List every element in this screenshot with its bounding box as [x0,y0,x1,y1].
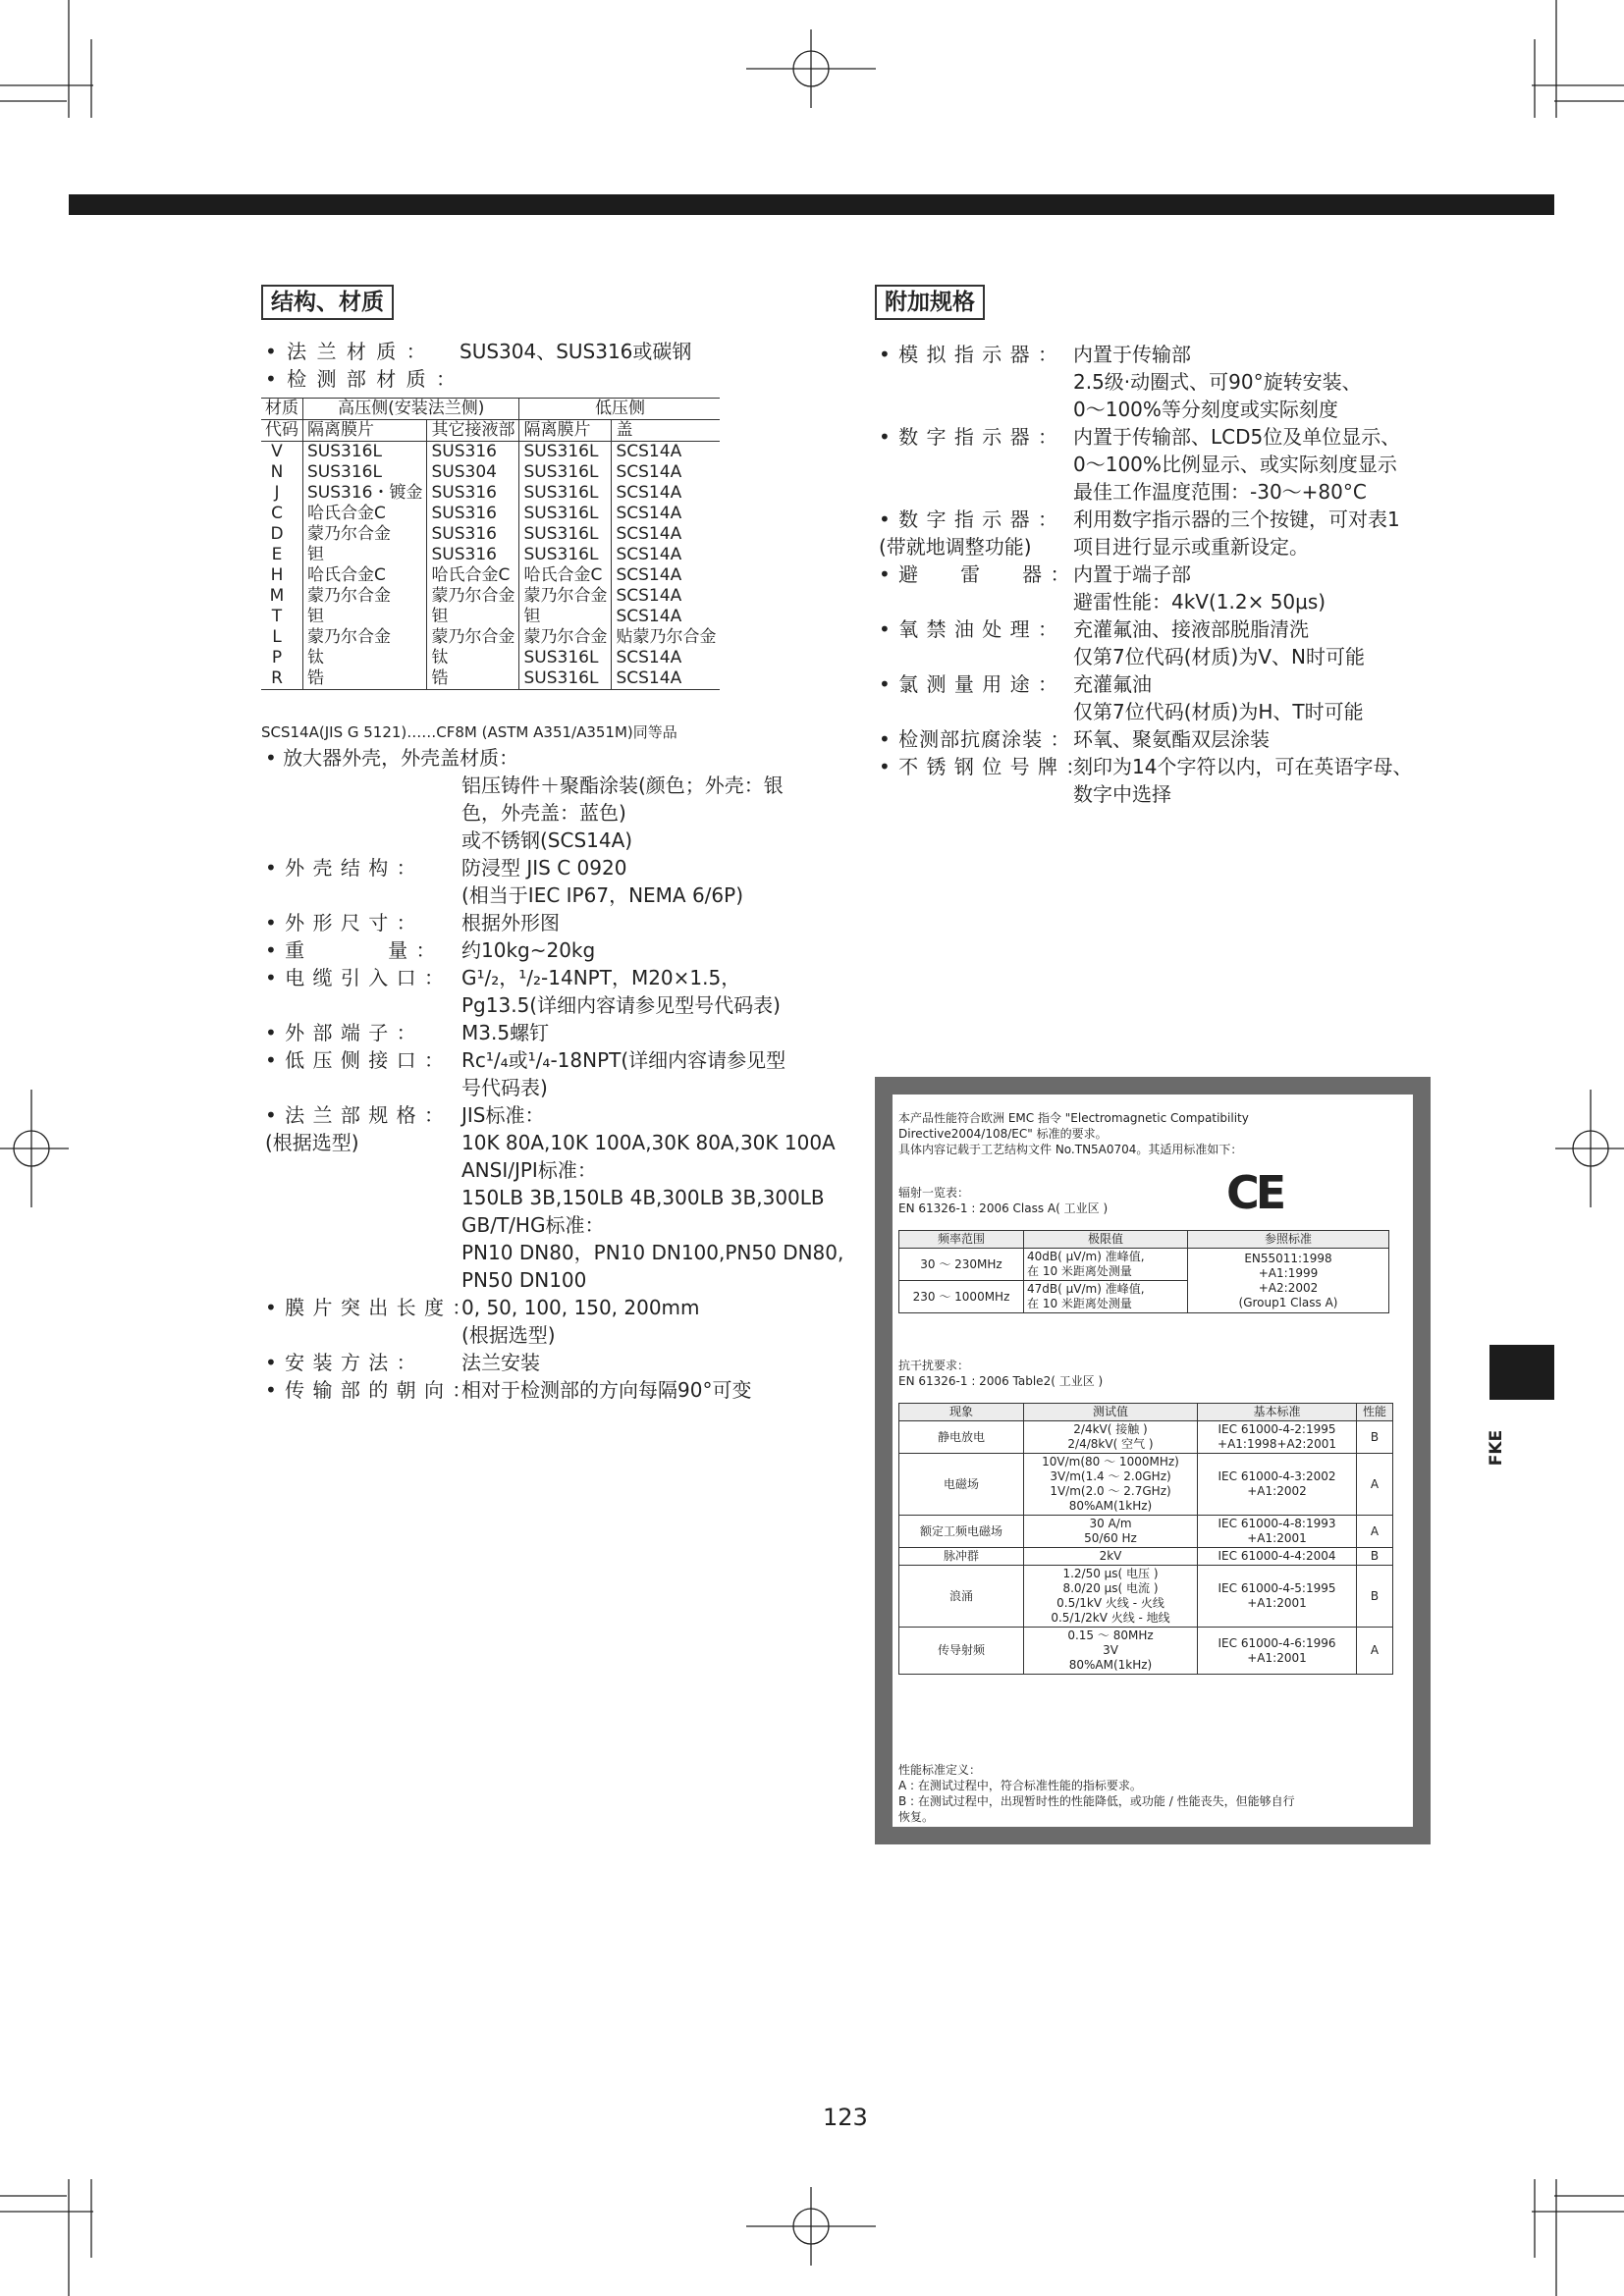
table-cell: R [261,668,303,690]
spec-value [461,1019,835,1046]
spec-item [879,615,1448,670]
table-cell: SCS14A [616,483,682,503]
immunity-performance: B [1357,1548,1393,1566]
table-cell: SCS14A [616,565,682,585]
emission-header: 极限值 [1024,1231,1188,1249]
spec-label: • 膜 片 突 出 长 度 ： [265,1296,473,1319]
table-row [261,565,720,586]
immunity-performance: A [1357,1516,1393,1548]
test-line: 8.0/20 μs( 电流 ) [1062,1581,1159,1595]
spec-value [1073,561,1448,615]
table-cell: 哈氏合金C [427,565,519,586]
emc-intro-2: Directive2004/108/EC" 标准的要求。 [898,1127,1108,1141]
spec-value-line: PN10 DN80，PN10 DN100,PN50 DN80, [461,1241,844,1264]
immunity-phenomenon: 浪涌 [899,1566,1024,1628]
table-row [261,545,720,565]
test-line: 2/4/8kV( 空气 ) [1067,1437,1154,1451]
spec-value-line: JIS标准： [461,1103,545,1127]
table-header: 盖 [612,420,721,442]
std-line: +A1:2001 [1247,1596,1307,1610]
test-line: 80%AM(1kHz) [1068,1658,1153,1672]
spec-value-line: 相对于检测部的方向每隔90°可变 [461,1378,752,1402]
table-cell: SCS14A [616,462,682,482]
spec-value-line: 2.5级·动圈式、可90°旋转安装、 [1073,370,1362,394]
immunity-row [899,1566,1393,1628]
amp-case-line: 色，外壳盖：蓝色) [461,801,626,825]
table-cell: SUS316L [519,442,612,463]
spec-value-line: G¹/₂，¹/₂-14NPT，M20×1.5， [461,966,741,989]
immunity-performance: B [1357,1566,1393,1628]
spec-value [1073,670,1448,725]
materials-table-body [261,442,720,690]
emission-header: 频率范围 [899,1231,1024,1249]
immunity-row [899,1628,1393,1675]
table-cell: D [261,524,303,545]
spec-label: • 放大器外壳，外壳盖材质： [265,746,519,770]
table-cell: SCS14A [616,524,682,544]
table-cell: M [261,586,303,607]
amp-case-line: 或不锈钢(SCS14A) [461,828,633,852]
immunity-header: 测试值 [1024,1404,1198,1421]
spec-value-line: 刻印为14个字符以内，可在英语字母、 [1073,755,1413,778]
side-tab-block [1489,1345,1554,1400]
table-row [261,586,720,607]
table-cell: SUS316 [427,524,519,545]
table-row [261,462,720,483]
spec-label: • 检测部抗腐涂装 ： [879,727,1071,751]
spec-item [265,964,835,1019]
spec-value-line: 内置于端子部 [1073,562,1191,586]
spec-label: • 重 量 ： [265,938,437,962]
emission-limit [1024,1281,1188,1313]
immunity-test-value [1024,1421,1198,1454]
table-header: 其它接液部 [427,420,519,442]
table-cell: 钽 [303,607,427,627]
spec-value-line: 内置于传输部 [1073,343,1191,366]
immunity-test-value [1024,1516,1198,1548]
table-cell: SUS316L [519,524,612,545]
immunity-row [899,1421,1393,1454]
spec-value [461,1294,835,1349]
spec-item [879,670,1448,725]
perf-b-1: B : 在测试过程中，出现暂时性的性能降低，或功能 / 性能丧失，但能够自行 [898,1794,1295,1808]
spec-label: • 传 输 部 的 朝 向 ： [265,1378,473,1402]
table-cell: SCS14A [616,648,682,667]
table-cell: V [261,442,303,463]
spec-label: • 外 壳 结 构 ： [265,856,417,880]
table-cell: 蒙乃尔合金 [303,627,427,648]
std-line: IEC 61000-4-2:1995 [1218,1422,1336,1436]
spec-value [461,936,835,964]
immunity-test-value [1024,1548,1198,1566]
spec-item [879,561,1448,615]
std-line: +A1:2001 [1247,1531,1307,1545]
test-line: 10V/m(80 ～ 1000MHz) [1042,1455,1179,1468]
emission-standard: EN 61326-1 : 2006 Class A( 工业区 ) [898,1201,1109,1215]
std-line: +A1:2001 [1247,1650,1307,1665]
spec-sublabel: (带就地调整功能) [879,535,1032,559]
table-cell: N [261,462,303,483]
emc-compliance-box [875,1077,1431,1844]
spec-label: • 外 形 尺 寸 ： [265,911,417,934]
immunity-title: 抗干扰要求： [898,1359,970,1372]
immunity-standard [1198,1454,1357,1516]
spec-value [1073,506,1448,561]
right-spec-items [879,341,1448,808]
test-line: 1.2/50 μs( 电压 ) [1062,1567,1159,1580]
table-footnote: SCS14A(JIS G 5121)……CF8M (ASTM A351/A351M)同等品 [261,723,677,741]
spec-item [265,909,835,936]
spec-item [265,1349,835,1376]
spec-value-line: PN50 DN100 [461,1268,587,1292]
side-tab-label: FKE [1487,1429,1507,1467]
table-cell: P [261,648,303,668]
spec-value-line: 避雷性能：4kV(1.2× 50μs) [1073,590,1326,614]
left-specs [265,744,844,1404]
table-cell: SUS316・镀金 [303,483,427,504]
test-line: 0.15 ～ 80MHz [1067,1629,1154,1642]
spec-value-line: 利用数字指示器的三个按键，可对表1 [1073,507,1400,531]
immunity-phenomenon: 电磁场 [899,1454,1024,1516]
immunity-performance: B [1357,1421,1393,1454]
table-cell: SUS316L [303,442,427,463]
spec-value-line: 内置于传输部、LCD5位及单位显示、 [1073,425,1401,449]
table-cell: SUS304 [427,462,519,483]
spec-item [879,341,1448,423]
std-line: IEC 61000-4-3:2002 [1218,1469,1336,1483]
ref-line: +A1:1999 [1258,1265,1319,1280]
spec-value-line: 项目进行显示或重新设定。 [1073,535,1309,559]
spec-label: • 法 兰 部 规 格 ： [265,1103,445,1127]
perf-b-2: 恢复。 [898,1810,935,1824]
amp-case-line: 铝压铸件＋聚酯涂装(颜色；外壳：银 [461,774,784,797]
test-line: 2kV [1099,1549,1122,1563]
spec-value-line: 10K 80A,10K 100A,30K 80A,30K 100A [461,1131,836,1154]
spec-label: • 避 雷 器 ： [879,562,1071,586]
immunity-row [899,1516,1393,1548]
table-cell: 锆 [303,668,427,690]
spec-label: • 安 装 方 法 ： [265,1351,417,1374]
spec-value [461,1349,835,1376]
page-number: 123 [823,2104,868,2131]
table-cell: SCS14A [616,545,682,564]
spec-label: • 外 部 端 子 ： [265,1021,417,1044]
immunity-phenomenon: 额定工频电磁场 [899,1516,1024,1548]
spec-value [461,1376,835,1404]
table-header: 隔离膜片 [519,420,612,442]
spec-label: • 不 锈 钢 位 号 牌 ： [879,755,1087,778]
std-line: IEC 61000-4-8:1993 [1218,1517,1336,1530]
table-row [261,648,720,668]
table-cell: 蒙乃尔合金 [303,524,427,545]
perf-a: A : 在测试过程中，符合标准性能的指标要求。 [898,1779,1142,1792]
ref-line: EN55011:1998 [1244,1251,1332,1265]
table-cell: 钛 [427,648,519,668]
table-row [261,504,720,524]
spec-value-line: 环氧、聚氨酯双层涂装 [1073,727,1270,751]
limit-line: 40dB( μV/m) 准峰值, [1027,1250,1145,1263]
ce-mark: CE [1226,1166,1283,1219]
limit-line: 在 10 米距离处测量 [1027,1264,1132,1278]
table-cell: 哈氏合金C [519,565,612,586]
table-header: 材质 [261,399,303,420]
spec-value [1073,423,1448,506]
spec-label: • 数 字 指 示 器 ： [879,507,1058,531]
spec-value-line: M3.5螺钉 [461,1021,550,1044]
table-cell: 蒙乃尔合金 [303,586,427,607]
spec-value [461,1046,835,1101]
table-cell: 钽 [427,607,519,627]
table-cell: SUS316L [519,462,612,483]
spec-detector-material [265,365,825,393]
spec-label: • 氯 测 量 用 途 ： [879,672,1058,696]
table-header: 低压侧 [519,399,721,420]
spec-label: • 法 兰 材 质 ： [265,340,428,363]
spec-value-line: 数字中选择 [1073,782,1171,806]
spec-label: • 模 拟 指 示 器 ： [879,343,1058,366]
spec-value [461,1101,844,1294]
test-line: 0.5/1kV 火线 - 火线 [1056,1596,1164,1610]
table-row [261,668,720,690]
ref-line: (Group1 Class A) [1238,1295,1338,1309]
table-row [261,483,720,504]
table-cell: C [261,504,303,524]
immunity-phenomenon: 传导射频 [899,1628,1024,1675]
table-cell: SUS316L [519,668,612,690]
spec-item [265,1294,835,1349]
immunity-row [899,1454,1393,1516]
table-cell: 钽 [303,545,427,565]
spec-value-line: GB/T/HG标准： [461,1213,605,1237]
immunity-table [898,1403,1393,1675]
table-cell: SUS316L [519,504,612,524]
spec-value-line: 防浸型 JIS C 0920 [461,856,627,880]
spec-value-line: 充灌氟油 [1073,672,1152,696]
table-cell: SCS14A [616,668,682,688]
spec-value: SUS304、SUS316或碳钢 [460,340,692,363]
emc-content [893,1095,1413,1827]
spec-value [1073,725,1448,753]
spec-item [265,1101,844,1294]
table-row [261,627,720,648]
spec-value-line: 0～100%比例显示、或实际刻度显示 [1073,453,1397,476]
table-cell: SUS316 [427,442,519,463]
spec-value-line: Pg13.5(详细内容请参见型号代码表) [461,993,781,1017]
spec-item [265,1376,835,1404]
spec-item [879,725,1448,753]
immunity-standard [1198,1516,1357,1548]
table-cell: 贴蒙乃尔合金 [616,627,717,647]
table-cell: SUS316 [427,504,519,524]
materials-table [261,398,720,690]
table-row [261,607,720,627]
spec-flange-material [265,338,825,365]
table-cell: 锆 [427,668,519,690]
table-row [261,524,720,545]
test-line: 2/4kV( 接触 ) [1073,1422,1148,1436]
table-cell: SUS316L [519,483,612,504]
perf-title: 性能标准定义： [898,1763,982,1777]
spec-label: • 氧 禁 油 处 理 ： [879,617,1058,641]
table-cell: SUS316L [519,545,612,565]
table-cell: 钽 [519,607,612,627]
spec-value [461,909,835,936]
table-cell: 钛 [303,648,427,668]
table-cell: SUS316 [427,483,519,504]
spec-item [265,936,835,964]
spec-value [1073,615,1448,670]
std-line: +A1:2002 [1247,1484,1307,1498]
immunity-phenomenon: 脉冲群 [899,1548,1024,1566]
spec-value-line: Rc¹/₄或¹/₄-18NPT(详细内容请参见型 [461,1048,786,1072]
spec-label: • 低 压 侧 接 口 ： [265,1048,445,1072]
section-title-structure: 结构、材质 [261,285,394,320]
spec-value-line: ANSI/JPI标准： [461,1158,597,1182]
table-cell: J [261,483,303,504]
table-header: 代码 [261,420,303,442]
test-line: 30 A/m [1089,1517,1132,1530]
immunity-test-value [1024,1454,1198,1516]
spec-value-line: 根据外形图 [461,911,560,934]
test-line: 3V [1103,1643,1118,1657]
spec-sublabel: (根据选型) [265,1131,359,1154]
spec-value-line: 0～100%等分刻度或实际刻度 [1073,398,1338,421]
table-cell: H [261,565,303,586]
spec-value-line: 法兰安装 [461,1351,540,1374]
table-cell: L [261,627,303,648]
test-line: 3V/m(1.4 ～ 2.0GHz) [1050,1469,1171,1483]
spec-value-line: 约10kg~20kg [461,938,596,962]
spec-value-line: 充灌氟油、接液部脱脂清洗 [1073,617,1309,641]
test-line: 0.5/1/2kV 火线 - 地线 [1051,1611,1170,1625]
table-cell: SCS14A [616,607,682,626]
spec-amp-case [265,744,835,772]
table-cell: 蒙乃尔合金 [519,627,612,648]
table-cell: SCS14A [616,504,682,523]
spec-value-line: 150LB 3B,150LB 4B,300LB 3B,300LB [461,1186,825,1209]
spec-value [1073,753,1448,808]
spec-value [461,854,835,909]
spec-value [461,964,835,1019]
emc-intro-1: 本产品性能符合欧洲 EMC 指令 "Electromagnetic Compatibility [898,1111,1249,1125]
emission-table [898,1230,1389,1313]
std-line: IEC 61000-4-5:1995 [1218,1581,1336,1595]
table-cell: T [261,607,303,627]
ref-line: +A2:2002 [1258,1280,1319,1295]
table-cell: 哈氏合金C [303,504,427,524]
immunity-table-body [899,1421,1393,1675]
emission-reference [1188,1249,1389,1313]
std-line: IEC 61000-4-4:2004 [1218,1549,1336,1563]
spec-item [265,854,835,909]
table-cell: SUS316 [427,545,519,565]
section-title-options: 附加规格 [875,285,985,320]
immunity-standard [1198,1548,1357,1566]
immunity-performance: A [1357,1454,1393,1516]
immunity-header: 现象 [899,1404,1024,1421]
spec-value-line: 0, 50, 100, 150, 200mm [461,1296,700,1319]
immunity-test-value [1024,1566,1198,1628]
immunity-standard [1198,1566,1357,1628]
header-bar [69,194,1554,215]
immunity-phenomenon: 静电放电 [899,1421,1024,1454]
immunity-header: 基本标准 [1198,1404,1357,1421]
right-specs [879,341,1448,808]
spec-value [1073,341,1448,423]
spec-item [879,423,1448,506]
immunity-row [899,1548,1393,1566]
table-cell: SUS316L [519,648,612,668]
amp-case-lines [461,772,835,854]
emc-intro-3: 具体内容记载于工艺结构文件 No.TN5A0704。其适用标准如下： [898,1143,1243,1156]
std-line: IEC 61000-4-6:1996 [1218,1635,1336,1650]
table-cell: SCS14A [616,442,682,461]
immunity-header: 性能 [1357,1404,1393,1421]
emission-freq: 230 ～ 1000MHz [899,1281,1024,1313]
spec-item [879,506,1448,561]
spec-item [265,1046,835,1101]
limit-line: 在 10 米距离处测量 [1027,1297,1132,1310]
immunity-performance: A [1357,1628,1393,1675]
table-cell: 蒙乃尔合金 [427,627,519,648]
immunity-test-value [1024,1628,1198,1675]
spec-label: • 数 字 指 示 器 ： [879,425,1058,449]
test-line: 1V/m(2.0 ～ 2.7GHz) [1050,1484,1171,1498]
table-header: 高压侧(安装法兰侧) [303,399,519,420]
spec-label: • 检 测 部 材 质 ： [265,367,458,391]
table-header: 隔离膜片 [303,420,427,442]
immunity-standard: EN 61326-1 : 2006 Table2( 工业区 ) [898,1374,1104,1388]
table-cell: SUS316L [303,462,427,483]
limit-line: 47dB( μV/m) 准峰值, [1027,1282,1145,1296]
left-spec-items [265,854,844,1404]
spec-label: • 电 缆 引 入 口 ： [265,966,445,989]
table-cell: SCS14A [616,586,682,606]
std-line: +A1:1998+A2:2001 [1218,1437,1336,1451]
spec-item [265,1019,835,1046]
table-cell: 哈氏合金C [303,565,427,586]
spec-value-line: 号代码表) [461,1076,548,1099]
emission-limit [1024,1249,1188,1281]
immunity-standard [1198,1628,1357,1675]
spec-value-line: 仅第7位代码(材质)为H、T时可能 [1073,700,1364,723]
emission-title: 辐射一览表： [898,1186,970,1200]
spec-value-line: (相当于IEC IP67，NEMA 6/6P) [461,883,744,907]
table-row [261,442,720,463]
test-line: 50/60 Hz [1084,1531,1137,1545]
table-cell: 蒙乃尔合金 [427,586,519,607]
emission-header: 参照标准 [1188,1231,1389,1249]
table-cell: E [261,545,303,565]
spec-item [879,753,1448,808]
spec-value-line: 仅第7位代码(材质)为V、N时可能 [1073,645,1365,668]
test-line: 80%AM(1kHz) [1068,1499,1153,1513]
spec-value-line: (根据选型) [461,1323,556,1347]
left-top-specs [265,338,825,393]
emission-freq: 30 ～ 230MHz [899,1249,1024,1281]
immunity-standard [1198,1421,1357,1454]
table-cell: 蒙乃尔合金 [519,586,612,607]
spec-value-line: 最佳工作温度范围：-30～+80°C [1073,480,1367,504]
